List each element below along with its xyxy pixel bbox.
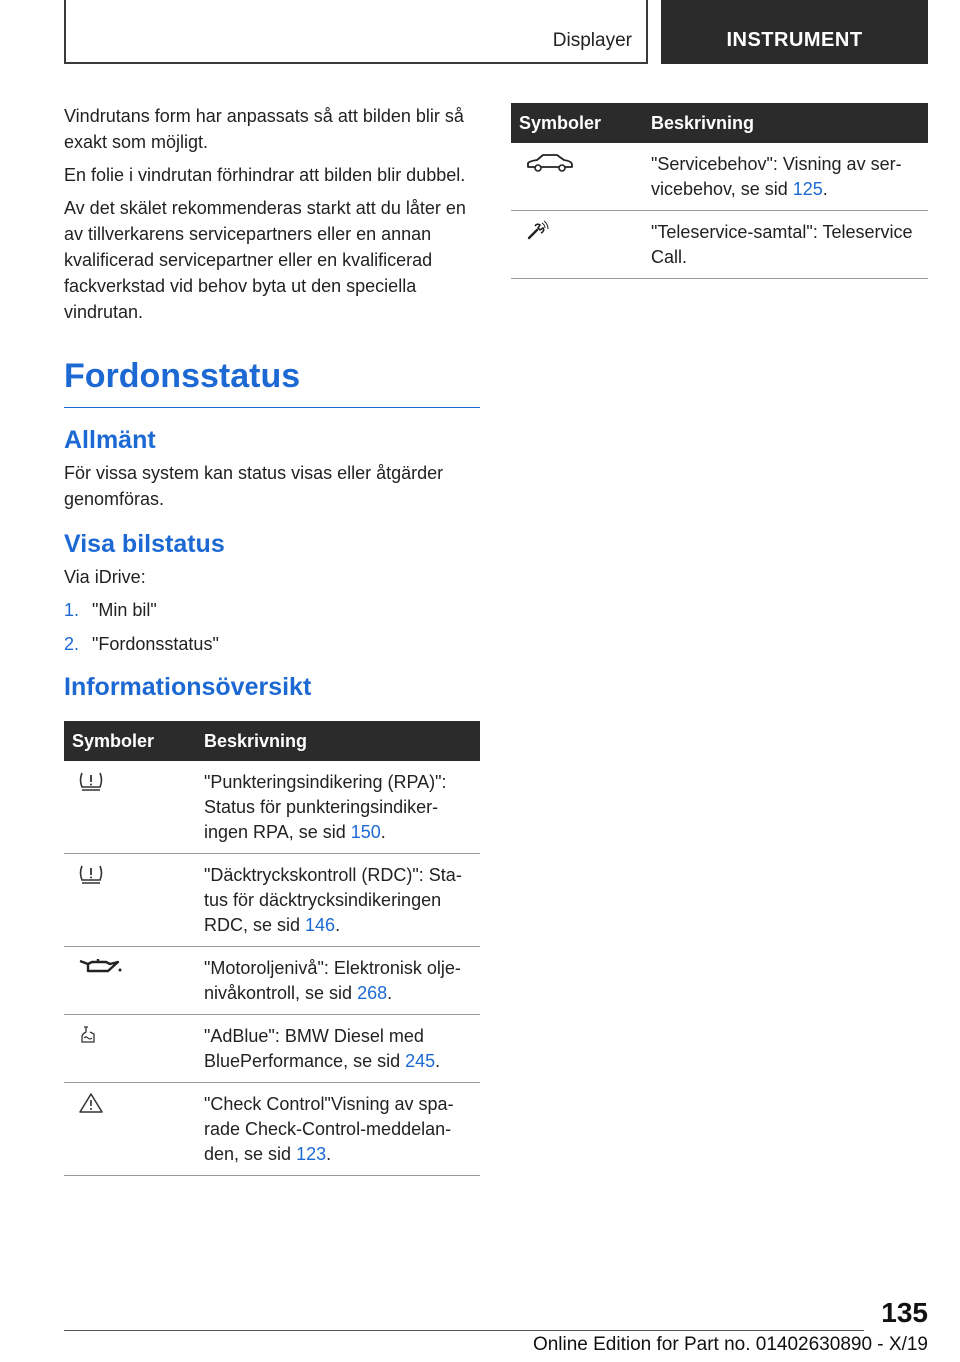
column-header-symboler: Symboler (511, 103, 643, 143)
description-cell: "Motoroljenivå": Elektronisk oljenivåkontroll, se sid 268. (196, 947, 480, 1015)
wrench-call-icon (525, 220, 549, 242)
allmant-text: För vissa system kan status visas eller åtgärder genomföras. (64, 463, 444, 509)
page-link[interactable]: 150 (350, 822, 381, 842)
page-link[interactable]: 268 (357, 983, 388, 1003)
description-cell: "Däcktryckskontroll (RDC)": Status för däcktrycksindikeringen RDC, se sid 146. (196, 854, 480, 947)
table-row (511, 211, 928, 279)
description-cell: "AdBlue": BMW Diesel med BluePerformance, se sid 245. (196, 1015, 480, 1083)
table-row (64, 1083, 480, 1176)
adblue-icon (78, 1024, 100, 1046)
heading-allmant: Allmänt (64, 426, 156, 454)
footer-divider (64, 1330, 864, 1331)
table-row (64, 761, 480, 854)
steps-list (64, 597, 480, 657)
intro-paragraph: Av det skälet rekommenderas starkt att du låter en av tillverkarens servicepartners eller en annan kvalificerad servicepartner eller en kvalificerad fackverkstad vid behov byta ut den speciella vindrutan. (64, 198, 466, 322)
header-box (64, 0, 648, 64)
intro-paragraph: En folie i vindrutan förhindrar att bilden blir dubbel. (64, 165, 466, 185)
list-item (64, 597, 480, 623)
table-header-row (511, 103, 928, 143)
table-row (64, 947, 480, 1015)
step-text: "Fordonsstatus" (92, 634, 219, 654)
symbol-cell (64, 854, 196, 947)
symbol-table-right (511, 103, 928, 279)
heading-informationsoversikt: Informationsöversikt (64, 673, 312, 701)
table-row (64, 854, 480, 947)
table-row (64, 1015, 480, 1083)
right-column (511, 103, 928, 279)
page-link[interactable]: 125 (792, 179, 823, 199)
step-number: 1. (64, 600, 80, 620)
page-number: 135 (881, 1297, 928, 1328)
step-text: "Min bil" (92, 600, 157, 620)
heading-visa-bilstatus: Visa bilstatus (64, 530, 225, 558)
table-row (511, 143, 928, 211)
column-header-beskrivning: Beskrivning (643, 103, 928, 143)
symbol-cell (511, 143, 643, 211)
column-header-symboler: Symboler (64, 721, 196, 761)
list-item (64, 631, 480, 657)
description-cell: "Punkteringsindikering (RPA)": Status för punkteringsindikeringen RPA, se sid 150. (196, 761, 480, 854)
description-cell: "Servicebehov": Visning av servicebehov, se sid 125. (643, 143, 928, 211)
intro-paragraph: Vindrutans form har anpassats så att bilden blir så exakt som möjligt. (64, 106, 464, 152)
page-link[interactable]: 123 (296, 1144, 327, 1164)
header-chapter-tab[interactable]: INSTRUMENT (661, 0, 928, 64)
tire-pressure-icon (78, 863, 104, 885)
symbol-cell (64, 1083, 196, 1176)
symbol-cell (64, 1015, 196, 1083)
warning-triangle-icon (78, 1092, 104, 1114)
page-link[interactable]: 146 (305, 915, 336, 935)
section-title: Fordonsstatus (64, 353, 480, 408)
column-header-beskrivning: Beskrivning (196, 721, 480, 761)
visa-intro: Via iDrive: (64, 567, 146, 587)
tire-pressure-icon (78, 770, 104, 792)
symbol-cell (64, 947, 196, 1015)
footer-edition: Online Edition for Part no. 01402630890 - X/19 (532, 1334, 928, 1355)
left-column (64, 103, 480, 1176)
header-section-title: Displayer (552, 30, 632, 51)
car-service-icon (525, 152, 575, 174)
table-header-row (64, 721, 480, 761)
symbol-cell (511, 211, 643, 279)
step-number: 2. (64, 634, 80, 654)
description-cell: "Check Control"Visning av sparade Check-Control-meddelanden, se sid 123. (196, 1083, 480, 1176)
symbol-table-left (64, 721, 480, 1176)
description-cell: "Teleservice-samtal": Teleservice Call. (643, 211, 928, 279)
page-link[interactable]: 245 (405, 1051, 436, 1071)
symbol-cell (64, 761, 196, 854)
oil-can-icon (78, 956, 122, 976)
